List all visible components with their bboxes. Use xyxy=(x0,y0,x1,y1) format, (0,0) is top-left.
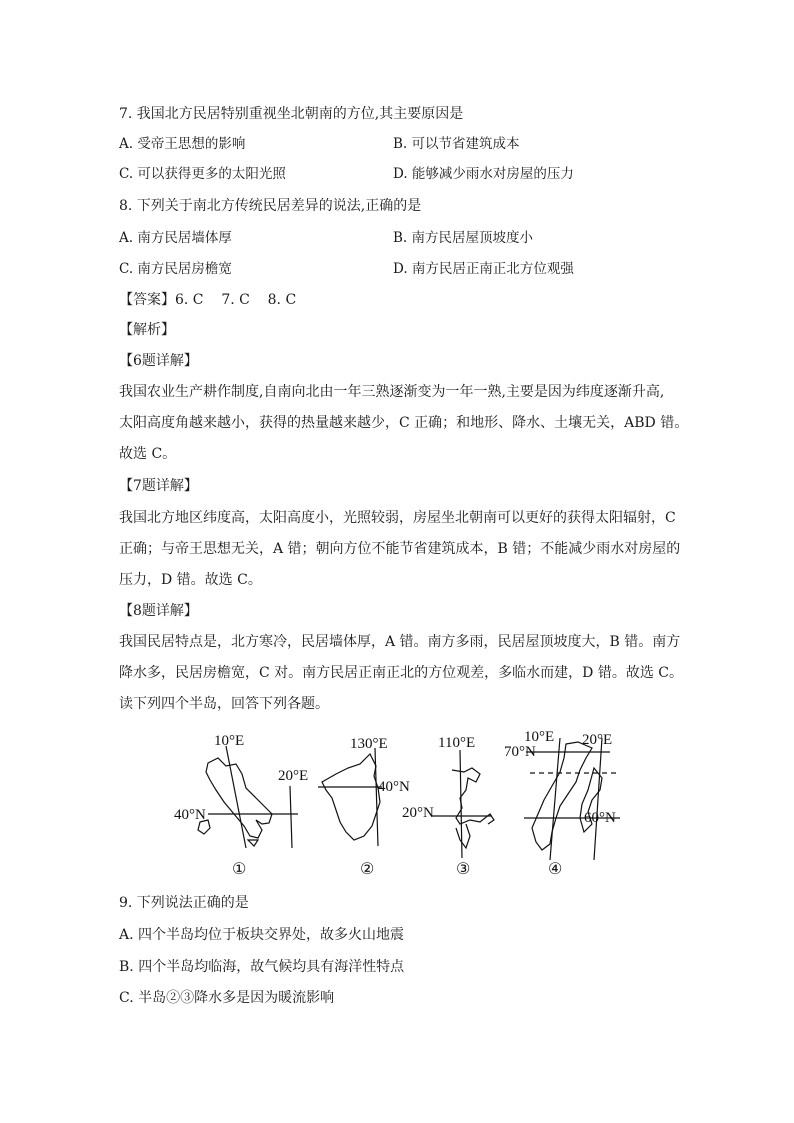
q8-detail-line: 我国民居特点是，北方寒冷，民居墙体厚，A 错。南方多雨，民居屋顶坡度大，B 错。南方 xyxy=(119,634,681,650)
peninsula-maps-figure xyxy=(170,728,630,880)
map-1-label: 20°E xyxy=(278,768,309,784)
q9-stem: 9. 下列说法正确的是 xyxy=(119,895,249,911)
map-2-label: 40°N xyxy=(378,779,410,795)
map-2-korea xyxy=(318,748,382,846)
q6-detail-line: 太阳高度角越来越小，获得的热量越来越少，C 正确；和地形、降水、土壤无关，ABD 错。 xyxy=(119,415,689,431)
map-1-italy xyxy=(198,746,298,848)
q8-option-d: D. 南方民居正南正北方位观强 xyxy=(393,261,574,277)
map-4-label: 10°E xyxy=(524,729,555,745)
figure-intro: 读下列四个半岛，回答下列各题。 xyxy=(119,696,329,712)
q8-detail-heading: 【8题详解】 xyxy=(119,603,198,619)
q7-detail-line: 压力，D 错。故选 C。 xyxy=(119,572,262,588)
map-3-label: 110°E xyxy=(438,735,476,751)
q6-detail-heading: 【6题详解】 xyxy=(119,353,198,369)
map-2-label: 130°E xyxy=(350,736,388,752)
q7-option-c: C. 可以获得更多的太阳光照 xyxy=(119,166,286,182)
map-3-number: ③ xyxy=(456,861,471,878)
q9-option-b: B. 四个半岛均临海，故气候均具有海洋性特点 xyxy=(119,959,405,975)
map-3-label: 20°N xyxy=(402,805,434,821)
q8-option-b: B. 南方民居屋顶坡度小 xyxy=(393,230,534,246)
map-4-number: ④ xyxy=(548,861,563,878)
q8-option-c: C. 南方民居房檐宽 xyxy=(119,261,232,277)
q6-detail-line: 故选 C。 xyxy=(119,446,177,462)
q7-detail-line: 正确；与帝王思想无关，A 错；朝向方位不能节省建筑成本，B 错；不能减少雨水对房屋的 xyxy=(119,541,681,557)
q7-option-a: A. 受帝王思想的影响 xyxy=(119,136,246,152)
q9-option-c: C. 半岛②③降水多是因为暖流影响 xyxy=(119,990,335,1006)
map-4-scandinavia xyxy=(524,738,620,860)
map-1-label: 40°N xyxy=(174,807,206,823)
q7-detail-heading: 【7题详解】 xyxy=(119,478,198,494)
map-4-label: 70°N xyxy=(504,744,536,760)
q8-detail-line: 降水多，民居房檐宽，C 对。南方民居正南正北的方位观差，多临水而建，D 错。故选 C。 xyxy=(119,665,683,681)
q7-detail-line: 我国北方地区纬度高，太阳高度小，光照较弱，房屋坐北朝南可以更好的获得太阳辐射，C xyxy=(119,510,676,526)
map-4-label: 20°E xyxy=(582,732,613,748)
q7-option-b: B. 可以节省建筑成本 xyxy=(393,136,520,152)
q7-stem: 7. 我国北方民居特别重视坐北朝南的方位,其主要原因是 xyxy=(119,106,464,122)
analysis-heading: 【解析】 xyxy=(119,322,175,338)
map-1-label: 10°E xyxy=(214,733,245,749)
map-1-number: ① xyxy=(232,861,247,878)
q8-option-a: A. 南方民居墙体厚 xyxy=(119,230,232,246)
map-2-number: ② xyxy=(360,861,375,878)
q6-detail-line: 我国农业生产耕作制度,自南向北由一年三熟逐渐变为一年一熟,主要是因为纬度逐渐升高, xyxy=(119,384,665,400)
map-4-label: 60°N xyxy=(584,810,616,826)
q8-stem: 8. 下列关于南北方传统民居差异的说法,正确的是 xyxy=(119,198,422,214)
peninsula-maps xyxy=(170,728,630,880)
q9-option-a: A. 四个半岛均位于板块交界处，故多火山地震 xyxy=(119,927,405,943)
map-3-leizhou xyxy=(432,750,494,858)
answer-line: 【答案】6. C 7. C 8. C xyxy=(119,292,297,308)
q7-option-d: D. 能够减少雨水对房屋的压力 xyxy=(393,166,574,182)
